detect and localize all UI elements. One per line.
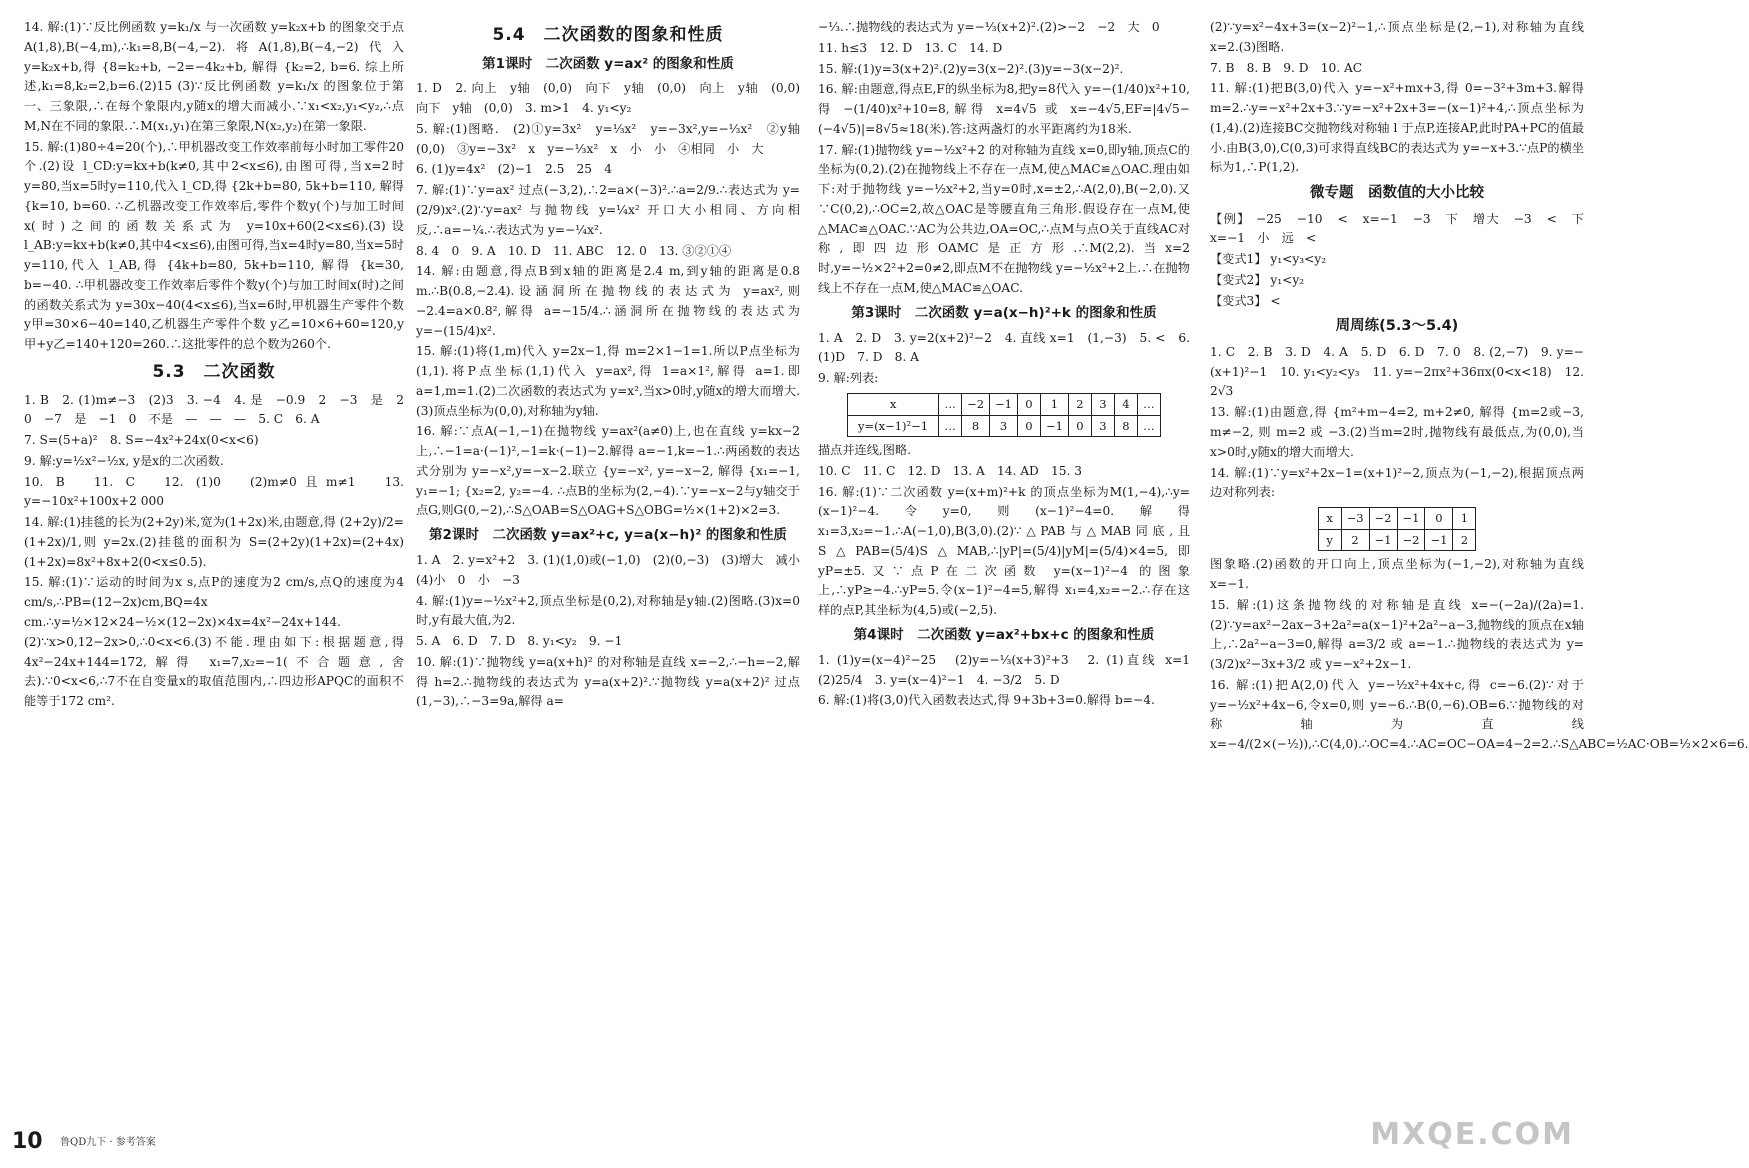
answers-7-10: 7. B 8. B 9. D 10. AC	[1210, 60, 1363, 75]
table-cell: 2	[1341, 529, 1369, 551]
table-row	[1318, 529, 1476, 551]
variant-3-answer: 【变式3】 <	[1210, 293, 1281, 308]
value-table-q14	[1318, 507, 1477, 551]
answer-9: 9. 解:y=½x²−½x, y是x的二次函数.	[24, 453, 224, 468]
weekly-practice-heading: 周周练(5.3～5.4)	[1335, 318, 1459, 335]
answers-1-6: 1. B 2. (1)m≠−3 (2)3 3. −4 4. 是 −0.9 2 −3 是 2 0 −7 是 −1 0 不是 — — — 5. C 6. A	[24, 392, 417, 427]
variant-2-answer: 【变式2】 y₁<y₂	[1210, 272, 1305, 287]
answer-16: 16. 解:(1)∵二次函数 y=(x+m)²+k 的顶点坐标为M(1,−4),∴y=(x−1)²−4.令y=0,则(x−1)²−4=0.解得 x₁=3,x₂=−1.∴A(−1,0),B(3,0).(2)∵△PAB与△MAB同底,且 S△PAB=(5/4)S△MAB,∴|yP|=(5/4)|yM|=(5/4)×4=5,即 yP=±5.又∵点P在二次函数 y=(x−1)²−4 的图象上,∴yP≥−4.∴yP=5.令(x−1)²−4=5,解得 x₁=4,x₂=−2.∴存在这样的点P,其坐标为(4,5)或(−2,5).	[818, 484, 1190, 618]
table-cell: 8	[962, 415, 990, 437]
answer-14-continued: 图象略.(2)函数的开口向上,顶点坐标为(−1,−2),对称轴为直线 x=−1.	[1210, 557, 1584, 592]
page-number: 10	[12, 1129, 43, 1154]
table-cell: 1	[1453, 508, 1476, 530]
answers-1-5: 1. (1)y=(x−4)²−25 (2)y=−⅓(x+3)²+3 2. (1)直线 x=1 (2)25/4 3. y=(x−4)²−1 4. −3/2 5. D	[818, 652, 1203, 687]
variant-1-answer: 【变式1】 y₁<y₃<y₂	[1210, 252, 1327, 267]
answer-14: 14. 解:(1)∵反比例函数 y=k₁/x 与一次函数 y=k₂x+b 的图象交于点A(1,8),B(−4,m),∴k₁=8,B(−4,−2).将A(1,8),B(−4,−2)代入 y=k₂x+b,得 {8=k₂+b, −2=−4k₂+b, 解得 {k₂=2, b=6. 综上所述,k₁=8,k₂=2,b=6.(2)15 (3)∵反比例函数 y=k₁/x 的图象位于第一、三象限,∴在每个象限内,y随x的增大而减小.∵x₁<x₂,y₁<y₂,∴点M,N在不同的象限.∴M(x₁,y₁)在第三象限,N(x₂,y₂)在第一象限.	[24, 20, 404, 133]
answer-6: 6. 解:(1)将(3,0)代入函数表达式,得 9+3b+3=0.解得 b=−4.	[818, 693, 1155, 708]
table-cell: 3	[990, 415, 1018, 437]
column-4	[1210, 18, 1749, 1114]
table-cell: −2	[962, 393, 990, 415]
micro-topic-heading: 微专题 函数值的大小比较	[1310, 185, 1484, 202]
value-table-q9	[847, 393, 1161, 437]
answer-16: 16. 解:∵点A(−1,−1)在抛物线 y=ax²(a≠0)上,也在直线 y=kx−2上,∴−1=a·(−1)²,−1=k·(−1)−2.解得 a=−1,k=−1.∴两函数的表达式分别为 y=−x²,y=−x−2.联立 {y=−x², y=−x−2, 解得 {x₁=−1, y₁=−1; {x₂=2, y₂=−4. ∴点B的坐标为(2,−4).∵y=−x−2与y轴交于点G,则G(0,−2),∴S△OAB=S△OAG+S△OBG=½×(1+2)×2=3.	[416, 424, 800, 518]
answer-14: 14. 解:由题意,得点B到x轴的距离是2.4 m,到y轴的距离是0.8 m.∴B(0.8,−2.4).设涵洞所在抛物线的表达式为 y=ax²,则 −2.4=a×0.8²,解得 a=−15/4.∴涵洞所在抛物线的表达式为 y=−(15/4)x².	[416, 264, 800, 338]
answers-1-12: 1. C 2. B 3. D 4. A 5. D 6. D 7. 0 8. (2,−7) 9. y=−(x+1)²−1 10. y₁<y₂<y₃ 11. y=−2πx²+36πx(0<x<18) 12. 2√3	[1210, 344, 1584, 399]
table-cell: 2	[1068, 393, 1091, 415]
answer-16: 16. 解:由题意,得点E,F的纵坐标为8,把y=8代入 y=−(1/40)x²+10,得 −(1/40)x²+10=8,解得 x=4√5 或 x=−4√5,EF=|4√5−(−4√5)|=8√5≈18(米).答:这两盏灯的水平距离约为18米.	[818, 82, 1190, 136]
table-cell: 3	[1091, 415, 1114, 437]
answer-17: 17. 解:(1)抛物线 y=−½x²+2 的对称轴为直线 x=0,即y轴,顶点C的坐标为(0,2).(2)在抛物线上不存在一点M,使△MAC≌△OAC.理由如下:对于抛物线 y=−½x²+2,当y=0时,x=±2,∴A(2,0),B(−2,0).又∵C(0,2),∴OC=2,故△OAC是等腰直角三角形.假设存在一点M,使△MAC≌△OAC.∵AC为公共边,OA=OC,∴点M与点O关于直线AC对称,即四边形OAMC是正方形.∴M(2,2).当x=2时,y=−½×2²+2=0≠2,即点M不在抛物线 y=−½x²+2上.∴在抛物线上不存在一点M,使△MAC≌△OAC.	[818, 142, 1190, 295]
answer-6-continued: (2)∵y=x²−4x+3=(x−2)²−1,∴顶点坐标是(2,−1),对称轴为直线 x=2.(3)图略.	[1210, 20, 1584, 54]
answers-7-8: 7. S=(5+a)² 8. S=−4x²+24x(0<x<6)	[24, 433, 259, 448]
answer-16: 16. 解:(1)把A(2,0)代入 y=−½x²+4x+c,得 c=−6.(2)∵对于 y=−½x²+4x−6,令x=0,则 y=−6.∴B(0,−6).OB=6.∵抛物线的对称轴为直线 x=−4/(2×(−½)),∴C(4,0).∴OC=4.∴AC=OC−OA=4−2=2.∴S△ABC=½AC·OB=½×2×6=6.	[1210, 677, 1749, 752]
answers-1-4: 1. D 2. 向上 y轴 (0,0) 向下 y轴 (0,0) 向上 y轴 (0,0) 向下 y轴 (0,0) 3. m>1 4. y₁<y₂	[416, 81, 813, 116]
lesson-heading-3: 第3课时 二次函数 y=a(x−h)²+k 的图象和性质	[851, 304, 1157, 321]
table-cell: …	[939, 415, 962, 437]
table-cell: y=(x−1)²−1	[848, 415, 939, 437]
table-cell: −3	[1341, 508, 1369, 530]
answer-7: 7. 解:(1)∵y=ax² 过点(−3,2),∴2=a×(−3)².∴a=2/9.∴表达式为 y=(2/9)x².(2)∵y=ax² 与抛物线 y=¼x² 开口大小相同、方向相反,∴a=−¼.∴表达式为 y=−¼x².	[416, 183, 800, 237]
answer-15: 15. 解:(1)y=3(x+2)².(2)y=3(x−2)².(3)y=−3(x−2)².	[818, 61, 1124, 76]
table-cell: x	[848, 393, 939, 415]
lesson-heading-4: 第4课时 二次函数 y=ax²+bx+c 的图象和性质	[853, 627, 1155, 644]
table-row	[848, 415, 1161, 437]
answer-14: 14. 解:(1)∵y=x²+2x−1=(x+1)²−2,顶点为(−1,−2),根据顶点两边对称列表:	[1210, 465, 1584, 500]
answers-10-15: 10. C 11. C 12. D 13. A 14. AD 15. 3	[818, 463, 1083, 478]
section-heading-5-4: 5.4 二次函数的图象和性质	[492, 25, 724, 45]
answers-8-13: 8. 4 0 9. A 10. D 11. ABC 12. 0 13. ③②①④	[416, 243, 732, 258]
table-cell: …	[939, 393, 962, 415]
answers-5-9: 5. A 6. D 7. D 8. y₁<y₂ 9. −1	[416, 634, 623, 649]
table-cell: x	[1318, 508, 1341, 530]
answer-15: 15. 解:(1)这条抛物线的对称轴是直线 x=−(−2a)/(2a)=1.(2)∵y=ax²−2ax−3+2a²=a(x−1)²+2a²−a−3,抛物线的顶点在x轴上,∴2a²−a−3=0,解得 a=3/2 或 a=−1.∴抛物线的表达式为 y=(3/2)x²−3x+3/2 或 y=−x²+2x−1.	[1210, 597, 1584, 672]
watermark-logo: MXQE.COM	[1370, 1117, 1574, 1152]
table-cell: −1	[1425, 529, 1453, 551]
table-cell: 4	[1114, 393, 1137, 415]
table-cell: 0	[1017, 415, 1040, 437]
example-answer: 【例】 −25 −10 < x=−1 −3 下 增大 −3 < 下 x=−1 小 远 <	[1210, 211, 1597, 246]
answer-9: 9. 解:列表:	[818, 371, 879, 386]
answers-1-8: 1. A 2. D 3. y=2(x+2)²−2 4. 直线 x=1 (1,−3) 5. < 6. (1)D 7. D 8. A	[818, 330, 1190, 365]
table-row	[1318, 508, 1476, 530]
table-cell: −1	[1040, 415, 1068, 437]
column-3	[818, 18, 1203, 1114]
column-2	[416, 18, 813, 1114]
table-cell: 0	[1425, 508, 1453, 530]
table-cell: 8	[1114, 415, 1137, 437]
table-cell: …	[1137, 415, 1160, 437]
answer-10: 10. 解:(1)∵抛物线 y=a(x+h)² 的对称轴是直线 x=−2,∴−h=−2,解得 h=2.∴抛物线的表达式为 y=a(x+2)².∵抛物线 y=a(x+2)² 过点(1,−3),∴−3=9a,解得 a=	[416, 654, 800, 709]
answer-4: 4. 解:(1)y=−½x²+2,顶点坐标是(0,2),对称轴是y轴.(2)图略.(3)x=0时,y有最大值,为2.	[416, 593, 800, 628]
answers-1-3: 1. A 2. y=x²+2 3. (1)(1,0)或(−1,0) (2)(0,−3) (3)增大 减小 (4)小 0 小 −3	[416, 553, 813, 587]
section-heading-5-3: 5.3 二次函数	[152, 362, 276, 383]
lesson-heading-1: 第1课时 二次函数 y=ax² 的图象和性质	[482, 55, 734, 72]
lesson-heading-2: 第2课时 二次函数 y=ax²+c, y=a(x−h)² 的图象和性质	[429, 527, 787, 544]
table-row	[848, 393, 1161, 415]
answers-10-13: 10. B 11. C 12. (1)0 (2)m≠0且m≠1 13. y=−10x²+100x+2 000	[24, 474, 404, 509]
value-table-wrap	[818, 393, 1190, 437]
answers-11-14: 11. h≤3 12. D 13. C 14. D	[818, 40, 1003, 55]
column-1	[24, 18, 417, 1114]
answer-15: 15. 解:(1)∵运动的时间为x s,点P的速度为2 cm/s,点Q的速度为4 cm/s,∴PB=(12−2x)cm,BQ=4x cm.∴y=½×12×24−½×(12−2x)×4x=4x²−24x+144.(2)∵x>0,12−2x>0,∴0<x<6.(3)不能.理由如下:根据题意,得 4x²−24x+144=172,解得 x₁=7,x₂=−1(不合题意,舍去).∵0<x<6,∴7不在自变量x的取值范围内,∴四边形APQC的面积不能等于172 cm².	[24, 575, 404, 709]
answer-15: 15. 解:(1)将(1,m)代入 y=2x−1,得 m=2×1−1=1.所以P点坐标为(1,1).将P点坐标(1,1)代入 y=ax²,得 1=a×1²,解得 a=1.即 a=1,m=1.(2)二次函数的表达式为 y=x²,当x>0时,y随x的增大而增大.(3)顶点坐标为(0,0),对称轴为y轴.	[416, 344, 800, 418]
footer-label: 鲁QD九下 · 参考答案	[60, 1137, 156, 1148]
table-cell: −1	[990, 393, 1018, 415]
value-table-wrap	[1210, 507, 1584, 551]
table-cell: −2	[1369, 508, 1397, 530]
answer-11: 11. 解:(1)把B(3,0)代入 y=−x²+mx+3,得 0=−3²+3m+3.解得 m=2.∴y=−x²+2x+3.∵y=−x²+2x+3=−(x−1)²+4,∴顶点坐标为(1,4).(2)连接BC交抛物线对称轴 l 于点P,连接AP,此时PA+PC的值最小.由B(3,0),C(0,3)可求得直线BC的表达式为 y=−x+3.∵点P的横坐标为1,∴P(1,2).	[1210, 81, 1584, 175]
answer-9-note: 描点并连线,图略.	[818, 443, 912, 458]
table-cell: 3	[1091, 393, 1114, 415]
table-cell: −2	[1397, 529, 1425, 551]
table-cell: 0	[1068, 415, 1091, 437]
table-cell: …	[1137, 393, 1160, 415]
answer-15: 15. 解:(1)80÷4=20(个),∴甲机器改变工作效率前每小时加工零件20个.(2)设 l_CD:y=kx+b(k≠0,其中2<x≤6),由图可得,当x=2时y=80,当x=5时y=110,代入 l_CD,得 {2k+b=80, 5k+b=110, 解得 {k=10, b=60. ∴乙机器改变工作效率后,零件个数y(个)与加工时间x(时)之间的函数关系式为 y=10x+60(2<x≤6).(3)设 l_AB:y=kx+b(k≠0,其中4<x≤6),由图可得,当x=4时y=80,当x=5时y=110,代入 l_AB,得 {4k+b=80, 5k+b=110, 解得 {k=30, b=−40. ∴甲机器改变工作效率后零件个数y(个)与加工时间x(时)之间的函数关系式为 y=30x−40(4<x≤6),当x=6时,甲机器生产零件个数 y甲=30×6−40=140,乙机器生产零件个数 y乙=10×6+60=120,y甲+y乙=140+120=260.∴这批零件的总个数为260个.	[24, 139, 404, 352]
table-cell: −1	[1397, 508, 1425, 530]
table-cell: 0	[1017, 393, 1040, 415]
answer-13: 13. 解:(1)由题意,得 {m²+m−4=2, m+2≠0, 解得 {m=2或−3, m≠−2, 则 m=2 或 −3.(2)当m=2时,抛物线有最低点,为(0,0),当x>0时,y随x的增大而增大.	[1210, 405, 1584, 459]
table-cell: 2	[1453, 529, 1476, 551]
answer-14: 14. 解:(1)挂毯的长为(2+2y)米,宽为(1+2x)米,由题意,得 (2+2y)/2=(1+2x)/1,则 y=2x.(2)挂毯的面积为 S=(2+2y)(1+2x)=(2+4x)(1+2x)=8x²+8x+2(0<x≤0.5).	[24, 515, 404, 569]
table-cell: y	[1318, 529, 1341, 551]
answer-10-continued: −⅓.∴抛物线的表达式为 y=−⅓(x+2)².(2)>−2 −2 大 0	[818, 20, 1160, 34]
answer-5: 5. 解:(1)图略. (2)①y=3x² y=⅓x² y=−3x²,y=−⅓x² ②y轴 (0,0) ③y=−3x² x y=−⅓x² x 小 小 ④相同 小 大	[416, 121, 813, 156]
table-cell: −1	[1369, 529, 1397, 551]
answer-6: 6. (1)y=4x² (2)−1 2.5 25 4	[416, 162, 612, 177]
table-cell: 1	[1040, 393, 1068, 415]
